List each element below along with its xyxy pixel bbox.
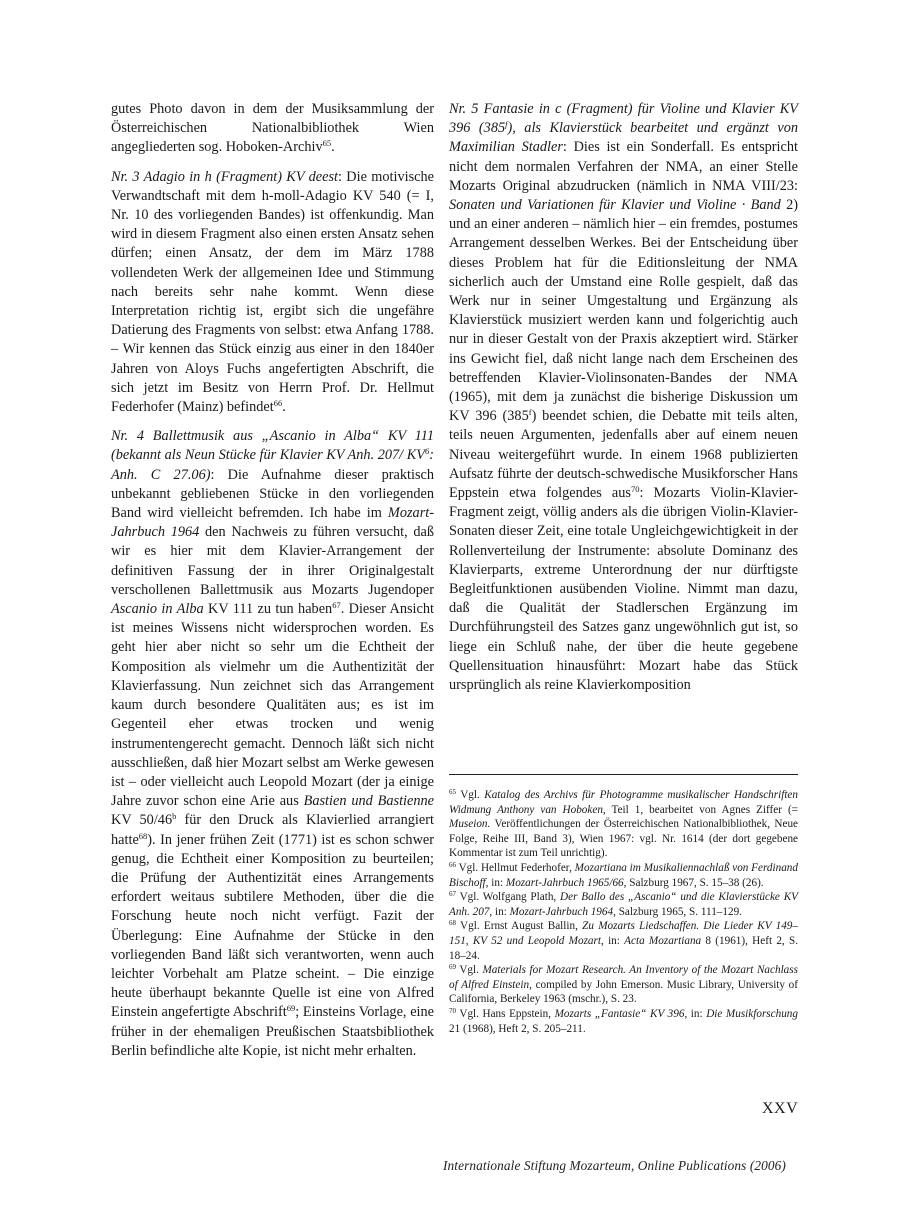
footnote-69	[449, 963, 798, 1007]
superscript: f	[528, 407, 532, 418]
footnote-text: , Salzburg 1967, S. 15–38 (26).	[623, 876, 764, 889]
body-text: ) beendet schien, die Debatte mit teils alten, teils neuen Argumenten, jedenfalls aber auf einem neuen Niveau weitergeführt wurde. In einem 1968 publizierten Aufsatz führte der deutsch-schwedische Musikforscher Hans Eppstein etwa folgendes aus	[449, 408, 798, 502]
footnote-67	[449, 890, 798, 919]
footnote-text: Veröffentlichungen der Österreichischen Nationalbibliothek, Neue Folge, Reihe III, Band 3), Wien 1967: vgl. Nr. 1614 (der dort gegebene Kommentar ist zum Teil unrichtig).	[449, 818, 798, 860]
footnote-number: 65	[449, 788, 456, 796]
footnote-number: 68	[449, 919, 456, 928]
footnote-ref-66[interactable]: 66	[273, 398, 283, 409]
paragraph-hoboken-continuation	[111, 100, 434, 158]
footnote-ref-69[interactable]: 69	[286, 1003, 296, 1014]
body-text: ; Einsteins Vorlage, eine früher in der ehemaligen Preußischen Staatsbibliothek Berlin befindliche alte Kopie, ist nicht mehr erhalten.	[111, 1004, 435, 1059]
publisher-footer: Internationale Stiftung Mozarteum, Online Publications (2006)	[443, 1158, 786, 1173]
body-text: KV 111 zu tun haben	[203, 601, 333, 618]
body-text: . Dieser Ansicht ist meines Wissens nicht widersprochen worden. Es geht hier aber nicht so sehr um die Echtheit der Komposition als vielmehr um die Authentizität der Klavierfassung. Nun zeichnet sich das Arrangement kaum durch besondere Qualitäten aus; es ist im Gegenteil eher etwas trocken und wenig instrumentengerecht gemacht. Dennoch läßt sich nicht ausschließen, daß hier Mozart selbst am Werke gewesen ist – oder vielleicht auch Leopold Mozart (der ja einige Jahre zuvor schon eine Arie aus	[111, 601, 434, 810]
footnote-ref-68[interactable]: 68	[138, 830, 148, 841]
superscript: b	[172, 811, 177, 822]
paragraph-nr4-ballettmusik	[111, 427, 434, 1061]
footnote-text: , Salzburg 1965, S. 111–129.	[613, 905, 742, 918]
footnote-text: , in:	[684, 1007, 707, 1020]
paragraph-nr3-adagio	[111, 168, 434, 418]
footnote-ref-70[interactable]: 70	[630, 484, 640, 495]
body-text: gutes Photo davon in dem der Musiksammlung der Österreichischen Nationalbibliothek Wien angegliederten sog. Hoboken-Archiv	[111, 101, 434, 156]
body-text: .	[282, 399, 286, 416]
footnote-text: Vgl. Ernst August Ballin,	[456, 920, 583, 933]
footnotes	[449, 788, 798, 1036]
footnote-title: Katalog des Archivs für Photogramme musikalischer Handschriften Widmung Anthony van Hoboken	[449, 789, 798, 816]
body-text: KV 50/46	[111, 812, 173, 829]
footnote-text: , in:	[489, 905, 510, 918]
footnote-title: Museion.	[449, 818, 491, 831]
footnote-ref-65[interactable]: 65	[322, 138, 332, 149]
paragraph-nr5-fantasie	[449, 100, 798, 695]
heading-text: ), als Klavierstück bearbeitet und ergänzt von Maximilian Stadler	[449, 120, 798, 156]
body-text: für den Druck als Klavierlied arrangiert hatte	[111, 812, 434, 848]
footnote-65	[449, 788, 798, 861]
footnote-text: 8 (1961), Heft 2, S. 18–24.	[449, 934, 798, 962]
body-text: : Mozarts Violin-Klavier-Fragment zeigt, völlig anders als die übrigen Violin-Klavier-Sonaten dieser Zeit, eine totale Ungleichgewichtigkeit in der Rollenverteilung der Instrumente: absolute Dominanz des Klavierparts, extreme Unterordnung der nur dürftigste Begleitfunktionen ausübenden Violine. Nimmt man dazu, daß die Qualität der Stadlerschen Ergänzung im Durchführungsteil des Satzes ganz ungewöhnlich gut ist, so liege ein Schluß nahe, der über die heute gegebene Quellensituation hinausführt: Mozart habe das Stück ursprünglich als reine Klavierkomposition	[449, 485, 798, 694]
title-mozart-jahrbuch-1964: Mozart-Jahrbuch 1964	[111, 505, 434, 541]
body-text: .	[331, 139, 335, 156]
title-bastien-und-bastienne: Bastien und Bastienne	[303, 793, 434, 810]
footnote-66	[449, 861, 798, 890]
body-text: ). In jener frühen Zeit (1771) ist es schon schwer genug, die Echtheit einer Komposition zu beurteilen; die Prüfung der Authentizität eines Arrangements erfordert weitaus subtilere Methoden, über die die Forschung heute noch nicht verfügt. Fazit der Überlegung: Eine Aufnahme der Stücke in den vorliegenden Band läßt sich verantworten, wenn auch leichter Vorbehalt am Platze scheint. – Die einzige heute überhaupt bekannte Quelle ist eine von Alfred Einstein angefertigte Abschrift	[111, 831, 434, 1021]
footnote-70	[449, 1007, 798, 1036]
footnote-text: Vgl. Hans Eppstein,	[456, 1007, 555, 1020]
footnote-68	[449, 919, 798, 963]
footnote-number: 70	[449, 1006, 456, 1015]
superscript: 6	[424, 446, 430, 457]
body-text: : Dies ist ein Sonderfall. Es entspricht nicht dem normalen Verfahren der NMA, an einer Stelle Mozarts Original abzudrucken (nämlich in NMA VIII/23:	[449, 139, 798, 194]
footnote-title: Zu Mozarts Liedschaffen. Die Lieder KV 149–151, KV 52 und Leopold Mozart	[449, 920, 798, 947]
footnote-title: Mozart-Jahrbuch 1964	[509, 905, 614, 918]
footnote-title: Acta Mozartiana	[624, 934, 702, 947]
footnote-text: , in:	[601, 934, 625, 947]
section-heading-nr3: Nr. 3 Adagio in h (Fragment) KV deest	[111, 168, 339, 185]
right-column	[449, 100, 798, 705]
footnote-title: Mozartiana im Musikaliennachlaß von Ferdinand Bischoff	[449, 861, 798, 889]
page-number: XXV	[762, 1100, 799, 1117]
footnote-text: , compiled by John Emerson. Music Library, University of California, Berkeley 1963 (mschr.), S. 23.	[449, 978, 799, 1006]
title-ascanio-in-alba: Ascanio in Alba	[111, 601, 204, 618]
footnote-text: Vgl. Hellmut Federhofer,	[456, 861, 575, 874]
body-text: 2) und an einer anderen – nämlich hier – ein fremdes, postumes Arrangement desselben Werkes. Bei der Entscheidung über dieses Problem hat für die Editionsleitung der NMA sicherlich auch der Umstand eine Rolle gespielt, daß das Werk nur in seiner Umgestaltung und Ergänzung als Klavierstück musiziert werden kann und folgerichtig auch nur in dieser Gestalt von der Praxis akzeptiert wird. Stärker ins Gewicht fiel, daß nicht lange nach dem Erscheinen des betreffenden Klavier-Violinsonaten-Bandes der NMA (1965), mit dem ja zunächst die bisherige Diskussion um KV 396 (385	[449, 197, 799, 425]
footnote-number: 69	[449, 963, 456, 972]
footnote-text: , in:	[485, 876, 506, 889]
footnote-text: Vgl.	[456, 964, 483, 977]
footnote-title: Der Ballo des „Ascanio“ und die Klavierstücke KV Anh. 207	[449, 891, 798, 918]
footnote-title: Mozart-Jahrbuch 1965/66	[505, 876, 624, 889]
heading-text: Nr. 4 Ballettmusik aus „Ascanio in Alba“ KV 111 (bekannt als Neun Stücke für Klavier KV Anh. 207/ KV	[111, 428, 434, 464]
body-text: : Die motivische Verwandtschaft mit dem h-moll-Adagio KV 540 (= I, Nr. 10 des vorliegenden Bandes) ist offenkundig. Man wird in diesem Fragment also einen ersten Ansatz sehen dürfen; einen Ansatz, der dem im März 1788 vollendeten Werk der allgemeinen Idee und Stimmung nach bereits sehr nahe kommt. Wenn diese Interpretation richtig ist, ergibt sich die ungefähre Datierung des Fragments von selbst: etwa Anfang 1788. – Wir kennen das Stück einzig aus einer in den 1840er Jahren von Aloys Fuchs angefertigten Abschrift, die sich jetzt im Besitz von Herrn Prof. Dr. Hellmut Federhofer (Mainz) befindet	[111, 168, 434, 416]
footnote-text: 21 (1968), Heft 2, S. 205–211.	[449, 1022, 586, 1035]
left-column	[111, 100, 434, 1071]
superscript: f	[505, 119, 508, 130]
footnote-ref-67[interactable]: 67	[332, 600, 341, 611]
footnote-title: Mozarts „Fantasie“ KV 396	[554, 1007, 685, 1020]
footnote-text: Vgl.	[456, 789, 485, 801]
body-text: : Die Aufnahme dieser praktisch unbekannt gebliebenen Stücke in den vorliegenden Band wird vielleicht befremden. Ich habe im	[111, 466, 435, 522]
footnote-title: Die Musikforschung	[706, 1007, 798, 1020]
heading-text: : Anh. C 27.06)	[111, 447, 434, 483]
footnote-number: 66	[449, 860, 456, 869]
footnote-text: , Teil 1, bearbeitet von Agnes Ziffer (=	[602, 803, 798, 816]
footnote-divider	[449, 774, 798, 775]
footnote-number: 67	[449, 890, 456, 899]
footnote-title: Materials for Mozart Research. An Inventory of the Mozart Nachlass of Alfred Einstein	[449, 964, 798, 991]
footnote-text: Vgl. Wolfgang Plath,	[456, 891, 561, 904]
body-text: den Nachweis zu führen versucht, daß wir es hier mit dem Klavier-Arrangement der definitiven Fassung der in ihrer Originalgestalt verschollenen Ballettmusik aus Mozarts Jugendoper	[111, 524, 434, 598]
title-sonaten-und-variationen: Sonaten und Variationen für Klavier und Violine · Band	[449, 197, 781, 214]
heading-text: Nr. 5 Fantasie in c (Fragment) für Violine und Klavier KV 396 (385	[449, 101, 798, 137]
